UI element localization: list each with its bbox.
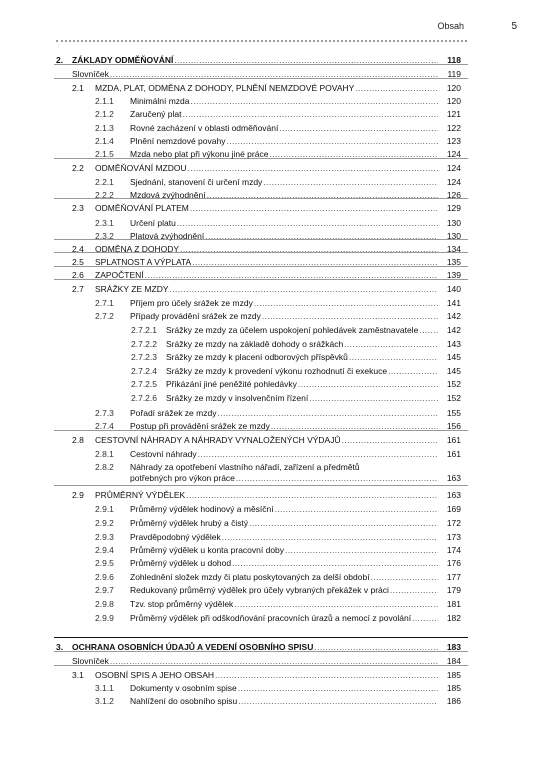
toc-entry-title: Pravděpodobný výdělek [130, 532, 221, 542]
toc-entry-number: 2.7.2.6 [131, 393, 157, 403]
toc-entry-number: 2.2.2 [95, 190, 114, 200]
dot-leader [419, 325, 438, 336]
toc-entry-title: Srážky ze mzdy k provedení výkonu rozhodnutí či exekuce [166, 366, 388, 376]
toc-entry-page: 163 [446, 473, 461, 483]
toc-entry-number: 2.4 [72, 244, 84, 254]
toc-entry-page: 126 [446, 190, 461, 200]
toc-entry-title: Nahlížení do osobního spisu [130, 696, 238, 706]
dot-leader [388, 366, 438, 377]
toc-entry-page: 124 [446, 149, 461, 159]
toc-entry-number: 2.7 [72, 284, 84, 294]
toc-entry-number: 2.9.3 [95, 532, 114, 542]
toc-entry-number: 2.3.2 [95, 231, 114, 241]
toc-entry-title: Průměrný výdělek hodinový a měsíční [130, 504, 274, 514]
toc-entry-number: 2.1.2 [95, 109, 114, 119]
toc-entry-page: 183 [446, 642, 461, 652]
toc-entry-page: 184 [446, 656, 461, 666]
toc-entry-page: 177 [446, 572, 461, 582]
dot-leader [145, 270, 438, 281]
dot-leader [390, 585, 438, 596]
toc-entry-title: Postup při provádění srážek ze mzdy [130, 421, 270, 431]
toc-entry-number: 2.1 [72, 83, 84, 93]
dot-leader [110, 69, 438, 80]
toc-entry-title: ODMĚŇOVÁNÍ MZDOU [95, 163, 187, 173]
dot-leader [263, 177, 438, 188]
toc-entry-title: Plnění nemzdové povahy [130, 136, 226, 146]
toc-entry-title: Zaručený plat [130, 109, 182, 119]
toc-entry-number: 2.3.1 [95, 218, 114, 228]
toc-entry-number: 2.1.4 [95, 136, 114, 146]
dot-leader [177, 218, 438, 229]
toc-entry-title: Příjem pro účely srážek ze mzdy [130, 298, 253, 308]
toc-entry-title: Náhrady za opotřebení vlastního nářadí, zařízení a předmětů [130, 462, 360, 472]
dot-leader [174, 55, 438, 66]
dot-leader [226, 136, 438, 147]
toc-entry-page: 130 [446, 231, 461, 241]
toc-entry-title: ODMĚNA Z DOHODY [95, 244, 180, 254]
toc-entry-number: 2.7.2.2 [131, 339, 157, 349]
toc-entry-title: SRÁŽKY ZE MZDY [95, 284, 169, 294]
dot-leader [355, 83, 438, 94]
toc-entry-title: ZAPOČTENÍ [95, 270, 144, 280]
dot-leader [271, 421, 438, 432]
toc-entry-page: 161 [446, 435, 461, 445]
dot-leader [314, 642, 438, 653]
toc-entry-title: Srážky ze mzdy na základě dohody o srážkách [166, 339, 344, 349]
toc-entry-title: Průměrný výdělek u konta pracovní doby [130, 545, 285, 555]
toc-entry-number: 2.1.1 [95, 96, 114, 106]
dot-leader [279, 123, 438, 134]
toc-entry-number: 2.7.4 [95, 421, 114, 431]
toc-entry-number: 3.1.2 [95, 696, 114, 706]
toc-entry-title: Sjednání, stanovení či určení mzdy [130, 177, 263, 187]
dot-leader [238, 683, 438, 694]
toc-entry-title: Pořadí srážek ze mzdy [130, 408, 217, 418]
toc-entry-number: 3.1 [72, 670, 84, 680]
section-divider [54, 637, 468, 638]
dot-leader [110, 656, 438, 667]
toc-entry-page: 122 [446, 123, 461, 133]
toc-entry-title: Srážky ze mzdy k placení odborových příspěvků [166, 352, 348, 362]
toc-entry-number: 2.2.1 [95, 177, 114, 187]
dot-leader [412, 613, 438, 624]
toc-entry-number: 2.6 [72, 270, 84, 280]
toc-entry-title: Zohlednění složek mzdy či platu poskytovaných za delší období [130, 572, 370, 582]
dot-leader [217, 408, 438, 419]
toc-entry-number: 3. [56, 642, 64, 652]
toc-entry-number: 2.8.1 [95, 449, 114, 459]
toc-entry-title: OCHRANA OSOBNÍCH ÚDAJŮ A VEDENÍ OSOBNÍHO SPISU [72, 642, 314, 652]
toc-entry-page: 182 [446, 613, 461, 623]
toc-entry-page: 120 [446, 83, 461, 93]
toc-entry-number: 2.9.2 [95, 518, 114, 528]
toc-entry-number: 2.8 [72, 435, 84, 445]
toc-entry-title: Průměrný výdělek při odškodňování pracovních úrazů a nemocí z povolání [130, 613, 412, 623]
dot-leader [190, 203, 438, 214]
toc-entry-page: 161 [446, 449, 461, 459]
toc-entry-title-continued: potřebných pro výkon práce [130, 473, 235, 483]
toc-entry-number: 2.7.2.1 [131, 325, 157, 335]
toc-entry-title: Určení platu [130, 218, 176, 228]
toc-entry-title: Přikázání jiné peněžité pohledávky [166, 379, 297, 389]
toc-entry-page: 124 [446, 163, 461, 173]
toc-entry-page: 163 [446, 490, 461, 500]
dot-leader [238, 696, 438, 707]
toc-entry-number: 2.5 [72, 257, 84, 267]
dot-leader [285, 545, 438, 556]
toc-entry-page: 142 [446, 311, 461, 321]
toc-entry-title: ZÁKLADY ODMĚŇOVÁNÍ [72, 55, 174, 65]
toc-entry-page: 181 [446, 599, 461, 609]
dot-leader [371, 572, 438, 583]
dot-leader [298, 379, 438, 390]
toc-entry-number: 2.9.5 [95, 558, 114, 568]
toc-entry-page: 152 [446, 393, 461, 403]
toc-entry-page: 135 [446, 257, 461, 267]
toc-entry-page: 143 [446, 339, 461, 349]
toc-entry-title: Srážky ze mzdy v insolvenčním řízení [166, 393, 309, 403]
toc-entry-number: 2.8.2 [95, 462, 114, 472]
toc-entry-number: 2.3 [72, 203, 84, 213]
section-divider [54, 485, 468, 486]
header-dotted-rule [56, 40, 467, 42]
toc-entry-page: 121 [446, 109, 461, 119]
toc-entry-title: Mzdová zvýhodnění [130, 190, 206, 200]
dot-leader [170, 284, 438, 295]
toc-entry-page: 156 [446, 421, 461, 431]
toc-entry-number: 2.9.1 [95, 504, 114, 514]
dot-leader [188, 163, 438, 174]
toc-entry-number: 2.9.8 [95, 599, 114, 609]
toc-entry-title: Slovníček [72, 656, 109, 666]
toc-entry-title: CESTOVNÍ NÁHRADY A NÁHRADY VYNALOŽENÝCH VÝDAJŮ [95, 435, 341, 445]
header-title: Obsah [437, 21, 464, 31]
dot-leader [262, 311, 438, 322]
toc-entry-title: Slovníček [72, 69, 109, 79]
toc-entry-page: 172 [446, 518, 461, 528]
toc-entry-page: 145 [446, 352, 461, 362]
toc-entry-title: Mzda nebo plat při výkonu jiné práce [130, 149, 269, 159]
toc-entry-number: 2. [56, 55, 64, 65]
dot-leader [309, 393, 438, 404]
toc-entry-number: 2.7.2 [95, 311, 114, 321]
toc-entry-page: 176 [446, 558, 461, 568]
toc-entry-number: 2.7.3 [95, 408, 114, 418]
toc-entry-page: 119 [447, 69, 461, 79]
toc-entry-page: 141 [446, 298, 461, 308]
toc-entry-number: 2.9.6 [95, 572, 114, 582]
dot-leader [183, 109, 439, 120]
dot-leader [249, 518, 438, 529]
toc-entry-page: 173 [446, 532, 461, 542]
dot-leader [275, 504, 438, 515]
toc-entry-title: Případy provádění srážek ze mzdy [130, 311, 261, 321]
dot-leader [222, 532, 438, 543]
toc-entry-title: OSOBNÍ SPIS A JEHO OBSAH [95, 670, 215, 680]
toc-entry-number: 2.1.5 [95, 149, 114, 159]
toc-entry-title: Srážky ze mzdy za účelem uspokojení pohledávek zaměstnavatele [166, 325, 419, 335]
toc-entry-number: 3.1.1 [95, 683, 114, 693]
toc-entry-number: 2.9.7 [95, 585, 114, 595]
dot-leader [207, 190, 438, 201]
dot-leader [191, 96, 438, 107]
toc-entry-number: 2.1.3 [95, 123, 114, 133]
toc-entry-title: Rovné zacházení v oblasti odměňování [130, 123, 279, 133]
toc-entry-title: Minimální mzda [130, 96, 190, 106]
toc-entry-page: 142 [446, 325, 461, 335]
toc-entry-title: SPLATNOST A VÝPLATA [95, 257, 192, 267]
toc-entry-page: 169 [446, 504, 461, 514]
toc-entry-page: 152 [446, 379, 461, 389]
toc-entry-number: 2.9.9 [95, 613, 114, 623]
toc-entry-page: 124 [446, 177, 461, 187]
toc-entry-page: 130 [446, 218, 461, 228]
toc-entry-title: Tzv. stop průměrný výdělek [130, 599, 234, 609]
toc-entry-page: 134 [446, 244, 461, 254]
toc-entry-page: 129 [446, 203, 461, 213]
toc-entry-number: 2.9 [72, 490, 84, 500]
dot-leader [236, 473, 438, 484]
toc-entry-title: Cestovní náhrady [130, 449, 197, 459]
toc-entry-number: 2.7.2.3 [131, 352, 157, 362]
toc-entry-title: MZDA, PLAT, ODMĚNA Z DOHODY, PLNĚNÍ NEMZDOVÉ POVAHY [95, 83, 355, 93]
dot-leader [192, 257, 438, 268]
dot-leader [180, 244, 438, 255]
toc-entry-title: PRŮMĚRNÝ VÝDĚLEK [95, 490, 186, 500]
toc-entry-title: Dokumenty v osobním spise [130, 683, 237, 693]
toc-entry-number: 2.2 [72, 163, 84, 173]
dot-leader [254, 298, 438, 309]
toc-entry-title: Průměrný výdělek u dohod [130, 558, 232, 568]
header-page-number: 5 [511, 21, 517, 32]
toc-entry-page: 185 [446, 670, 461, 680]
toc-entry-page: 118 [447, 55, 461, 65]
dot-leader [232, 558, 438, 569]
toc-entry-page: 140 [446, 284, 461, 294]
toc-entry-page: 185 [446, 683, 461, 693]
toc-entry-title: Redukovaný průměrný výdělek pro účely vybraných překážek v práci [130, 585, 389, 595]
dot-leader [198, 449, 438, 460]
dot-leader [269, 149, 438, 160]
toc-entry-page: 155 [446, 408, 461, 418]
toc-entry-page: 174 [446, 545, 461, 555]
toc-entry-number: 2.7.2.4 [131, 366, 157, 376]
toc-entry-page: 179 [446, 585, 461, 595]
dot-leader [342, 435, 438, 446]
toc-entry-page: 123 [446, 136, 461, 146]
toc-entry-number: 2.9.4 [95, 545, 114, 555]
toc-entry-page: 145 [446, 366, 461, 376]
toc-entry-page: 120 [446, 96, 461, 106]
dot-leader [344, 339, 438, 350]
dot-leader [205, 231, 438, 242]
toc-entry-number: 2.7.1 [95, 298, 114, 308]
toc-entry-title: Průměrný výdělek hrubý a čistý [130, 518, 249, 528]
toc-entry-number: 2.7.2.5 [131, 379, 157, 389]
dot-leader [234, 599, 438, 610]
dot-leader [186, 490, 438, 501]
toc-entry-page: 186 [446, 696, 461, 706]
toc-entry-title: Platová zvýhodnění [130, 231, 205, 241]
dot-leader [215, 670, 438, 681]
dot-leader [349, 352, 438, 363]
toc-entry-title: ODMĚŇOVÁNÍ PLATEM [95, 203, 189, 213]
toc-entry-page: 139 [446, 270, 461, 280]
